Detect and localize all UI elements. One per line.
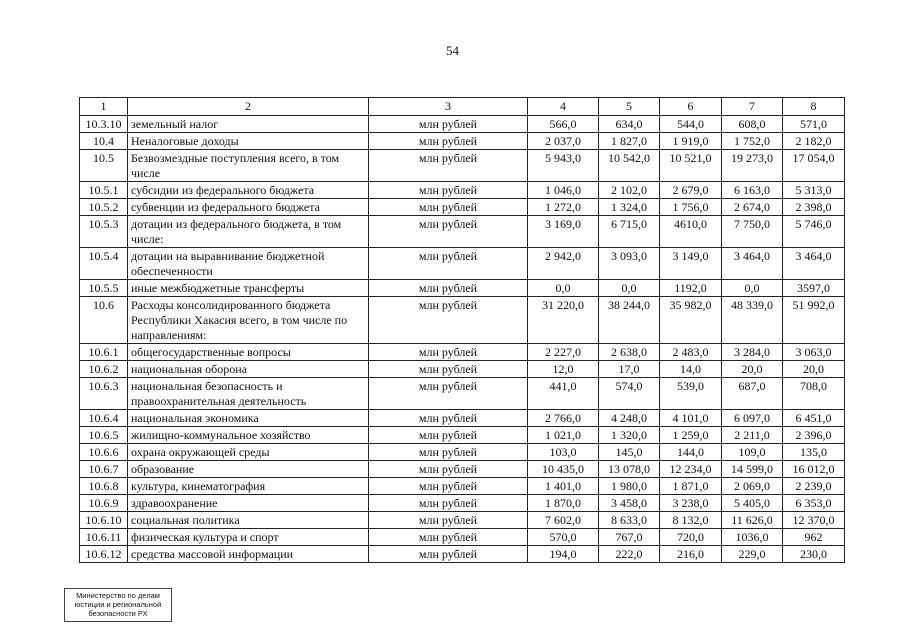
table-row: [80, 512, 845, 529]
row-value: 6 715,0: [599, 216, 660, 248]
row-value: 3 464,0: [722, 248, 783, 280]
row-value: 2 069,0: [722, 478, 783, 495]
row-value: 2 102,0: [599, 182, 660, 199]
row-value: 6 451,0: [783, 410, 845, 427]
row-value: 0,0: [599, 280, 660, 297]
table-row: [80, 444, 845, 461]
row-name: Расходы консолидированного бюджета Республики Хакасия всего, в том числе по направлениям:: [128, 297, 369, 344]
row-value: 1 752,0: [722, 133, 783, 150]
row-value: 634,0: [599, 116, 660, 133]
row-value: 14,0: [660, 361, 722, 378]
row-code: 10.3.10: [80, 116, 128, 133]
row-code: 10.6.11: [80, 529, 128, 546]
row-value: 1 870,0: [528, 495, 599, 512]
row-name: субвенции из федерального бюджета: [128, 199, 369, 216]
row-value: 5 746,0: [783, 216, 845, 248]
row-code: 10.6.9: [80, 495, 128, 512]
row-unit: млн рублей: [369, 361, 528, 378]
row-value: 194,0: [528, 546, 599, 563]
row-unit: млн рублей: [369, 461, 528, 478]
row-value: 16 012,0: [783, 461, 845, 478]
row-value: 441,0: [528, 378, 599, 410]
row-name: иные межбюджетные трансферты: [128, 280, 369, 297]
table-row: [80, 495, 845, 512]
table-row: [80, 199, 845, 216]
row-unit: млн рублей: [369, 199, 528, 216]
row-value: 1 320,0: [599, 427, 660, 444]
row-name: национальная оборона: [128, 361, 369, 378]
column-header-8: 8: [783, 98, 845, 116]
row-code: 10.6.5: [80, 427, 128, 444]
column-header-6: 6: [660, 98, 722, 116]
column-header-7: 7: [722, 98, 783, 116]
row-name: субсидии из федерального бюджета: [128, 182, 369, 199]
row-name: Безвозмездные поступления всего, в том числе: [128, 150, 369, 182]
column-header-4: 4: [528, 98, 599, 116]
table-row: [80, 427, 845, 444]
row-value: 11 626,0: [722, 512, 783, 529]
row-value: 539,0: [660, 378, 722, 410]
row-value: 230,0: [783, 546, 845, 563]
row-value: 20,0: [722, 361, 783, 378]
row-unit: млн рублей: [369, 410, 528, 427]
row-value: 2 227,0: [528, 344, 599, 361]
row-value: 48 339,0: [722, 297, 783, 344]
row-name: жилищно-коммунальное хозяйство: [128, 427, 369, 444]
row-value: 6 353,0: [783, 495, 845, 512]
row-value: 14 599,0: [722, 461, 783, 478]
row-value: 0,0: [528, 280, 599, 297]
table-row: [80, 461, 845, 478]
row-name: охрана окружающей среды: [128, 444, 369, 461]
row-value: 2 766,0: [528, 410, 599, 427]
row-unit: млн рублей: [369, 150, 528, 182]
column-header-3: 3: [369, 98, 528, 116]
row-value: 145,0: [599, 444, 660, 461]
row-value: 5 943,0: [528, 150, 599, 182]
table-row: [80, 280, 845, 297]
table-row: [80, 478, 845, 495]
row-value: 1 259,0: [660, 427, 722, 444]
row-unit: млн рублей: [369, 297, 528, 344]
row-value: 10 435,0: [528, 461, 599, 478]
row-value: 3 284,0: [722, 344, 783, 361]
row-value: 1 980,0: [599, 478, 660, 495]
row-name: Неналоговые доходы: [128, 133, 369, 150]
row-value: 3 093,0: [599, 248, 660, 280]
row-value: 12,0: [528, 361, 599, 378]
stamp-line: Министерство по делам: [76, 591, 160, 600]
row-code: 10.5.3: [80, 216, 128, 248]
row-value: 19 273,0: [722, 150, 783, 182]
row-code: 10.5.4: [80, 248, 128, 280]
row-value: 708,0: [783, 378, 845, 410]
row-value: 2 211,0: [722, 427, 783, 444]
row-value: 1 272,0: [528, 199, 599, 216]
table-row: [80, 133, 845, 150]
row-value: 38 244,0: [599, 297, 660, 344]
row-value: 109,0: [722, 444, 783, 461]
row-value: 5 405,0: [722, 495, 783, 512]
row-name: образование: [128, 461, 369, 478]
row-unit: млн рублей: [369, 344, 528, 361]
row-code: 10.6.7: [80, 461, 128, 478]
row-value: 1 046,0: [528, 182, 599, 199]
row-value: 7 750,0: [722, 216, 783, 248]
registration-stamp: [64, 588, 172, 622]
row-value: 229,0: [722, 546, 783, 563]
row-value: 962: [783, 529, 845, 546]
row-value: 3 238,0: [660, 495, 722, 512]
row-value: 767,0: [599, 529, 660, 546]
table-row: [80, 529, 845, 546]
row-value: 216,0: [660, 546, 722, 563]
row-code: 10.5.5: [80, 280, 128, 297]
row-value: 2 037,0: [528, 133, 599, 150]
row-name: общегосударственные вопросы: [128, 344, 369, 361]
table-row: [80, 546, 845, 563]
row-code: 10.5: [80, 150, 128, 182]
row-code: 10.6.1: [80, 344, 128, 361]
row-value: 1 021,0: [528, 427, 599, 444]
row-value: 4 101,0: [660, 410, 722, 427]
row-value: 13 078,0: [599, 461, 660, 478]
row-name: средства массовой информации: [128, 546, 369, 563]
row-code: 10.6.4: [80, 410, 128, 427]
row-unit: млн рублей: [369, 495, 528, 512]
row-code: 10.6.3: [80, 378, 128, 410]
row-value: 5 313,0: [783, 182, 845, 199]
table-body: [80, 116, 845, 563]
row-name: физическая культура и спорт: [128, 529, 369, 546]
row-value: 3597,0: [783, 280, 845, 297]
table-row: [80, 150, 845, 182]
table-row: [80, 378, 845, 410]
row-value: 222,0: [599, 546, 660, 563]
row-name: земельный налог: [128, 116, 369, 133]
row-value: 1 827,0: [599, 133, 660, 150]
row-value: 2 396,0: [783, 427, 845, 444]
row-value: 3 458,0: [599, 495, 660, 512]
row-name: дотации на выравнивание бюджетной обеспеченности: [128, 248, 369, 280]
row-value: 570,0: [528, 529, 599, 546]
row-unit: млн рублей: [369, 216, 528, 248]
row-name: культура, кинематография: [128, 478, 369, 495]
row-value: 2 942,0: [528, 248, 599, 280]
row-value: 1 401,0: [528, 478, 599, 495]
row-value: 566,0: [528, 116, 599, 133]
row-value: 1192,0: [660, 280, 722, 297]
row-unit: млн рублей: [369, 444, 528, 461]
row-value: 1 919,0: [660, 133, 722, 150]
row-value: 2 638,0: [599, 344, 660, 361]
row-code: 10.5.1: [80, 182, 128, 199]
row-value: 2 674,0: [722, 199, 783, 216]
row-unit: млн рублей: [369, 427, 528, 444]
row-value: 0,0: [722, 280, 783, 297]
row-value: 1 324,0: [599, 199, 660, 216]
row-value: 8 132,0: [660, 512, 722, 529]
column-header-5: 5: [599, 98, 660, 116]
row-value: 608,0: [722, 116, 783, 133]
row-unit: млн рублей: [369, 529, 528, 546]
table-row: [80, 344, 845, 361]
row-unit: млн рублей: [369, 248, 528, 280]
row-value: 17,0: [599, 361, 660, 378]
row-code: 10.5.2: [80, 199, 128, 216]
row-value: 4610,0: [660, 216, 722, 248]
row-name: здравоохранение: [128, 495, 369, 512]
stamp-line: юстиции и региональной: [74, 600, 162, 609]
row-value: 35 982,0: [660, 297, 722, 344]
row-value: 544,0: [660, 116, 722, 133]
row-unit: млн рублей: [369, 478, 528, 495]
row-value: 135,0: [783, 444, 845, 461]
row-name: национальная экономика: [128, 410, 369, 427]
row-unit: млн рублей: [369, 133, 528, 150]
row-value: 3 464,0: [783, 248, 845, 280]
stamp-line: безопасности РХ: [88, 609, 148, 618]
row-unit: млн рублей: [369, 182, 528, 199]
table-row: [80, 361, 845, 378]
row-unit: млн рублей: [369, 280, 528, 297]
row-value: 720,0: [660, 529, 722, 546]
table-row: [80, 182, 845, 199]
row-unit: млн рублей: [369, 512, 528, 529]
row-value: 3 169,0: [528, 216, 599, 248]
row-value: 2 182,0: [783, 133, 845, 150]
row-value: 12 370,0: [783, 512, 845, 529]
column-header-1: 1: [80, 98, 128, 116]
page-number: 54: [446, 43, 459, 58]
row-value: 3 149,0: [660, 248, 722, 280]
row-value: 20,0: [783, 361, 845, 378]
row-value: 31 220,0: [528, 297, 599, 344]
row-value: 571,0: [783, 116, 845, 133]
row-value: 2 398,0: [783, 199, 845, 216]
row-code: 10.6.10: [80, 512, 128, 529]
row-code: 10.6.2: [80, 361, 128, 378]
table-row: [80, 410, 845, 427]
row-value: 3 063,0: [783, 344, 845, 361]
row-value: 2 239,0: [783, 478, 845, 495]
row-value: 51 992,0: [783, 297, 845, 344]
row-value: 12 234,0: [660, 461, 722, 478]
row-name: социальная политика: [128, 512, 369, 529]
row-value: 1036,0: [722, 529, 783, 546]
row-value: 1 756,0: [660, 199, 722, 216]
column-header-2: 2: [128, 98, 369, 116]
row-code: 10.6.12: [80, 546, 128, 563]
row-value: 574,0: [599, 378, 660, 410]
row-value: 144,0: [660, 444, 722, 461]
row-code: 10.4: [80, 133, 128, 150]
row-value: 17 054,0: [783, 150, 845, 182]
table-row: [80, 116, 845, 133]
table-row: [80, 216, 845, 248]
row-value: 7 602,0: [528, 512, 599, 529]
row-name: национальная безопасность и правоохранительная деятельность: [128, 378, 369, 410]
row-value: 2 483,0: [660, 344, 722, 361]
row-unit: млн рублей: [369, 378, 528, 410]
row-value: 6 163,0: [722, 182, 783, 199]
row-value: 6 097,0: [722, 410, 783, 427]
row-value: 103,0: [528, 444, 599, 461]
row-code: 10.6.8: [80, 478, 128, 495]
row-name: дотации из федерального бюджета, в том числе:: [128, 216, 369, 248]
row-unit: млн рублей: [369, 546, 528, 563]
row-code: 10.6.6: [80, 444, 128, 461]
row-code: 10.6: [80, 297, 128, 344]
row-value: 4 248,0: [599, 410, 660, 427]
row-value: 1 871,0: [660, 478, 722, 495]
budget-table: [79, 97, 845, 563]
row-unit: млн рублей: [369, 116, 528, 133]
table-row: [80, 297, 845, 344]
row-value: 8 633,0: [599, 512, 660, 529]
table-header-row: [80, 98, 845, 116]
row-value: 10 542,0: [599, 150, 660, 182]
table-row: [80, 248, 845, 280]
row-value: 2 679,0: [660, 182, 722, 199]
row-value: 10 521,0: [660, 150, 722, 182]
row-value: 687,0: [722, 378, 783, 410]
